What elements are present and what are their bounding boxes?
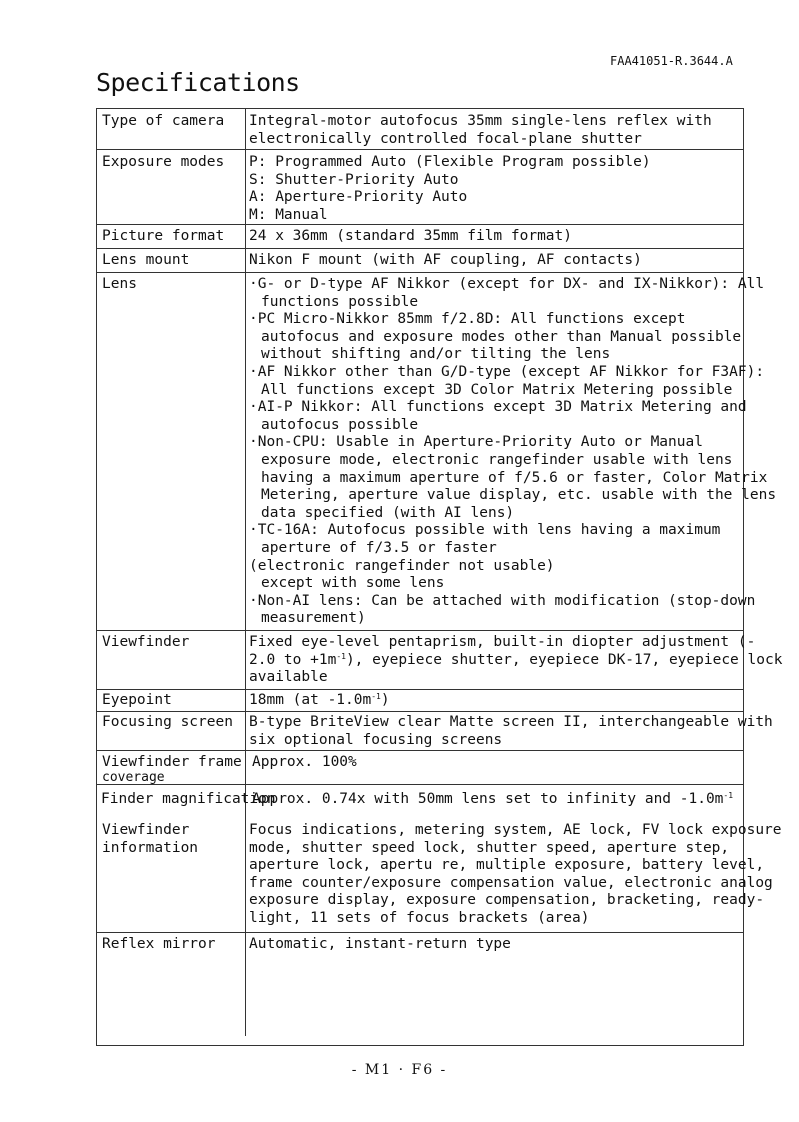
spec-value-line bbox=[252, 791, 742, 809]
spec-label: Picture format bbox=[102, 228, 225, 244]
spec-value-line: B-type BriteView clear Matte screen II, interchangeable with bbox=[249, 714, 773, 730]
spec-row-focusing-screen bbox=[97, 712, 773, 751]
spec-value bbox=[249, 252, 739, 270]
spec-value-text: 2.0 to +1m bbox=[249, 651, 337, 668]
spec-value-line: aperture lock, apertu re, multiple exposure, battery level, bbox=[249, 857, 765, 874]
spec-value bbox=[249, 714, 773, 749]
spec-value-line: light, 11 sets of focus brackets (area) bbox=[249, 909, 590, 926]
spec-row-exposure-modes bbox=[97, 150, 743, 225]
spec-label: Focusing screen bbox=[102, 714, 233, 730]
spec-value-line: All functions except 3D Color Matrix Metering possible bbox=[261, 381, 733, 398]
superscript: -1 bbox=[371, 692, 381, 701]
spec-value bbox=[249, 113, 739, 148]
spec-label bbox=[102, 822, 242, 857]
spec-value-text: ), eyepiece shutter, eyepiece DK-17, eyepiece lock bbox=[345, 651, 783, 668]
spec-label: Eyepoint bbox=[102, 692, 172, 708]
spec-value-line: except with some lens bbox=[261, 575, 445, 592]
page-footer: - M1 · F6 - bbox=[351, 1062, 448, 1078]
spec-value bbox=[249, 692, 739, 710]
spec-value-text: ) bbox=[380, 692, 390, 708]
spec-value bbox=[249, 936, 739, 954]
spec-value-line: frame counter/exposure compensation value, electronic analog bbox=[249, 874, 773, 891]
spec-row-frame-coverage bbox=[97, 751, 743, 785]
spec-row-camera-type bbox=[97, 109, 743, 150]
spec-row-viewfinder bbox=[97, 631, 783, 690]
spec-label-line: information bbox=[102, 839, 199, 856]
spec-value bbox=[252, 754, 742, 772]
spec-value-line: P: Programmed Auto (Flexible Program possible) bbox=[249, 154, 651, 170]
spec-value-line: Metering, aperture value display, etc. usable with the lens bbox=[261, 487, 777, 504]
spec-label: Lens bbox=[102, 276, 137, 292]
spec-row-finder-magnification bbox=[97, 785, 743, 815]
spec-value-text: Approx. 0.74x with 50mm lens set to infinity and -1.0m bbox=[252, 791, 724, 807]
spec-value bbox=[249, 276, 777, 628]
spec-value-line: Nikon F mount (with AF coupling, AF contacts) bbox=[249, 252, 642, 268]
lens-bullet-item: ·AF Nikkor other than G/D-type (except AF Nikkor for F3AF): bbox=[249, 363, 765, 380]
spec-value-line: Focus indications, metering system, AE lock, FV lock exposure bbox=[249, 822, 782, 838]
spec-label bbox=[102, 754, 242, 784]
spec-label: Finder magnification bbox=[101, 791, 276, 807]
spec-label-line: Viewfinder frame bbox=[102, 754, 242, 770]
spec-value-line: without shifting and/or tilting the lens bbox=[261, 346, 611, 363]
superscript: -1 bbox=[336, 651, 346, 661]
spec-value-line: Approx. 100% bbox=[252, 754, 357, 770]
spec-value-line: mode, shutter speed lock, shutter speed, aperture step, bbox=[249, 839, 730, 856]
spec-value-line: autofocus and exposure modes other than Manual possible bbox=[261, 328, 742, 345]
spec-value-line: data specified (with AI lens) bbox=[261, 504, 515, 521]
lens-bullet-item: ·TC-16A: Autofocus possible with lens having a maximum bbox=[249, 522, 721, 539]
spec-value-line: Fixed eye-level pentaprism, built-in diopter adjustment (- bbox=[249, 634, 756, 650]
spec-label: Reflex mirror bbox=[102, 936, 216, 952]
spec-value bbox=[249, 822, 782, 928]
spec-label: Lens mount bbox=[102, 252, 190, 268]
spec-label: Type of camera bbox=[102, 113, 225, 129]
lens-bullet-item: ·Non-AI lens: Can be attached with modification (stop-down bbox=[249, 592, 756, 609]
spec-value-line: exposure mode, electronic rangefinder usable with lens bbox=[261, 451, 733, 468]
spec-row-viewfinder-information bbox=[97, 816, 782, 933]
spec-value-line: 24 x 36mm (standard 35mm film format) bbox=[249, 228, 573, 244]
spec-row-lens-mount bbox=[97, 249, 743, 273]
spec-value-line: A: Aperture-Priority Auto bbox=[249, 189, 468, 206]
spec-value-line: aperture of f/3.5 or faster bbox=[261, 539, 497, 556]
spec-value bbox=[249, 634, 783, 687]
spec-value-line: Automatic, instant-return type bbox=[249, 936, 511, 952]
spec-value-line: electronically controlled focal-plane shutter bbox=[249, 130, 642, 147]
spec-label-line: Viewfinder bbox=[102, 822, 190, 838]
spec-value bbox=[249, 228, 739, 246]
spec-row-reflex-mirror bbox=[97, 933, 743, 1033]
lens-bullet-item: ·Non-CPU: Usable in Aperture-Priority Auto or Manual bbox=[249, 434, 703, 451]
spec-row-eyepoint bbox=[97, 690, 743, 712]
spec-label: Viewfinder bbox=[102, 634, 190, 650]
lens-bullet-item: ·PC Micro-Nikkor 85mm f/2.8D: All functions except bbox=[249, 311, 686, 328]
spec-value-line: autofocus possible bbox=[261, 416, 419, 433]
page-title: Specifications bbox=[96, 68, 300, 97]
spec-value-line: having a maximum aperture of f/5.6 or faster, Color Matrix bbox=[261, 469, 768, 486]
spec-value-line: exposure display, exposure compensation, bracketing, ready- bbox=[249, 892, 765, 909]
spec-label: Exposure modes bbox=[102, 154, 225, 170]
spec-label-line: coverage bbox=[102, 769, 165, 785]
spec-value-line: S: Shutter-Priority Auto bbox=[249, 171, 459, 188]
superscript: -1 bbox=[723, 791, 734, 800]
spec-value bbox=[252, 791, 742, 809]
document-id: FAA41051-R.3644.A bbox=[610, 54, 733, 68]
spec-value-line: measurement) bbox=[261, 610, 366, 627]
spec-value-line: (electronic rangefinder not usable) bbox=[249, 557, 555, 574]
spec-value-line bbox=[249, 692, 739, 710]
spec-value-line: available bbox=[249, 669, 328, 686]
spec-value-line: Integral-motor autofocus 35mm single-lens reflex with bbox=[249, 113, 712, 129]
spec-row-picture-format bbox=[97, 225, 743, 249]
lens-bullet-item: ·G- or D-type AF Nikkor (except for DX- and IX-Nikkor): All bbox=[249, 276, 765, 292]
specifications-table bbox=[96, 108, 783, 1046]
spec-value bbox=[249, 154, 739, 224]
spec-value-text: 18mm (at -1.0m bbox=[249, 692, 372, 708]
spec-row-lens bbox=[97, 273, 777, 631]
spec-value-line bbox=[249, 651, 783, 670]
lens-bullet-item: ·AI-P Nikkor: All functions except 3D Matrix Metering and bbox=[249, 399, 747, 416]
spec-value-line: M: Manual bbox=[249, 206, 328, 223]
spec-value-line: six optional focusing screens bbox=[249, 731, 503, 748]
spec-value-line: functions possible bbox=[261, 293, 419, 310]
